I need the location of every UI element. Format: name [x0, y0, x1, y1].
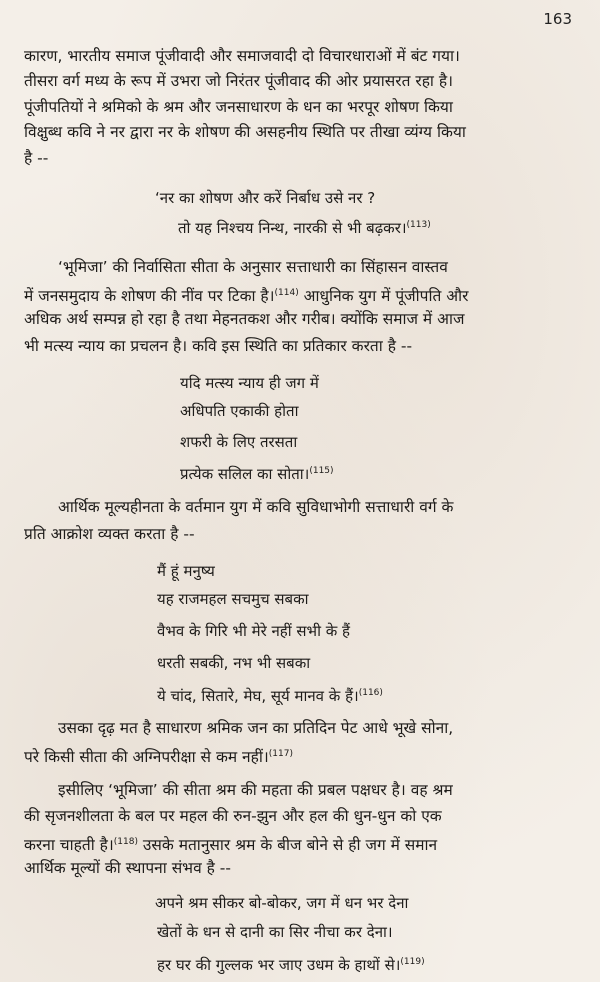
text-line	[24, 283, 468, 306]
text-line: प्रति आक्रोश व्यक्त करता है --	[24, 525, 195, 543]
text-line: आर्थिक मूल्यहीनता के वर्तमान युग में कवि सुविधाभोगी सत्ताधारी वर्ग के	[58, 498, 454, 516]
footnote-ref: (119)	[400, 957, 425, 967]
verse-line	[157, 952, 425, 975]
verse-line	[157, 683, 383, 706]
verse-line: धरती सबकी, नभ भी सबका	[157, 654, 311, 672]
verse-line: मैं हूं मनुष्य	[157, 562, 215, 580]
text-line: पूंजीपतियों ने श्रमिको के श्रम और जनसाधारण के धन का भरपूर शोषण किया	[24, 98, 453, 116]
footnote-ref: (117)	[268, 749, 293, 759]
text-line: इसीलिए ‘भूमिजा’ की सीता श्रम की महता की प्रबल पक्षधर है। वह श्रम	[58, 781, 453, 799]
verse-line	[178, 215, 431, 238]
verse-line: यह राजमहल सचमुच सबका	[157, 590, 309, 608]
line-text: आधुनिक युग में पूंजीपति और	[298, 287, 469, 305]
verse-text: प्रत्येक सलिल का सोता।	[180, 465, 310, 483]
line-text: करना चाहती है।	[24, 836, 114, 854]
text-line: विक्षुब्ध कवि ने नर द्वारा नर के शोषण की असहनीय स्थिति पर तीखा व्यंग्य किया	[24, 123, 466, 141]
text-line: की सृजनशीलता के बल पर महल की रुन-झुन और हल की धुन-धुन को एक	[24, 807, 442, 825]
text-line: आर्थिक मूल्यों की स्थापना संभव है --	[24, 859, 231, 877]
text-line: अधिक अर्थ सम्पन्न हो रहा है तथा मेहनतकश और गरीब। क्योंकि समाज में आज	[24, 310, 465, 328]
verse-text: तो यह निश्चय निन्थ, नारकी से भी बढ़कर।	[178, 219, 407, 237]
page-number: 163	[543, 10, 572, 28]
verse-line: ‘नर का शोषण और करें निर्बाध उसे नर ?	[155, 189, 376, 207]
text-line: तीसरा वर्ग मध्य के रूप में उभरा जो निरंतर पूंजीवाद की ओर प्रयासरत रहा है।	[24, 72, 453, 90]
verse-line: यदि मत्स्य न्याय ही जग में	[180, 374, 319, 392]
line-text: परे किसी सीता की अग्निपरीक्षा से कम नहीं।	[24, 748, 269, 766]
footnote-ref: (113)	[406, 220, 431, 230]
verse-line: अधिपति एकाकी होता	[180, 402, 299, 420]
verse-text: हर घर की गुल्लक भर जाए उधम के हाथों से।	[157, 956, 401, 974]
footnote-ref: (114)	[274, 288, 299, 298]
verse-text: ये चांद, सितारे, मेघ, सूर्य मानव के हैं।	[157, 687, 359, 705]
verse-line: खेतों के धन से दानी का सिर नीचा कर देना।	[157, 923, 393, 941]
verse-line: वैभव के गिरि भी मेरे नहीं सभी के हैं	[157, 622, 351, 640]
footnote-ref: (115)	[309, 466, 334, 476]
verse-line: शफरी के लिए तरसता	[180, 433, 298, 451]
verse-line: अपने श्रम सीकर बो-बोकर, जग में धन भर देना	[155, 894, 409, 912]
text-line: कारण, भारतीय समाज पूंजीवादी और समाजवादी दो विचारधाराओं में बंट गया।	[24, 47, 460, 65]
text-line	[24, 744, 293, 767]
line-text: उसके मतानुसार श्रम के बीज बोने से ही जग में समान	[137, 836, 438, 854]
text-line: ‘भूमिजा’ की निर्वासिता सीता के अनुसार सत्ताधारी का सिंहासन वास्तव	[58, 258, 448, 276]
verse-line	[180, 461, 334, 484]
line-text: में जनसमुदाय के शोषण की नींव पर टिका है।	[24, 287, 275, 305]
text-line: है --	[24, 149, 49, 167]
footnote-ref: (116)	[358, 688, 383, 698]
text-line	[24, 832, 437, 855]
footnote-ref: (118)	[113, 837, 138, 847]
text-line: भी मत्स्य न्याय का प्रचलन है। कवि इस स्थिति का प्रतिकार करता है --	[24, 337, 413, 355]
text-line: उसका दृढ़ मत है साधारण श्रमिक जन का प्रतिदिन पेट आधे भूखे सोना,	[58, 719, 454, 737]
